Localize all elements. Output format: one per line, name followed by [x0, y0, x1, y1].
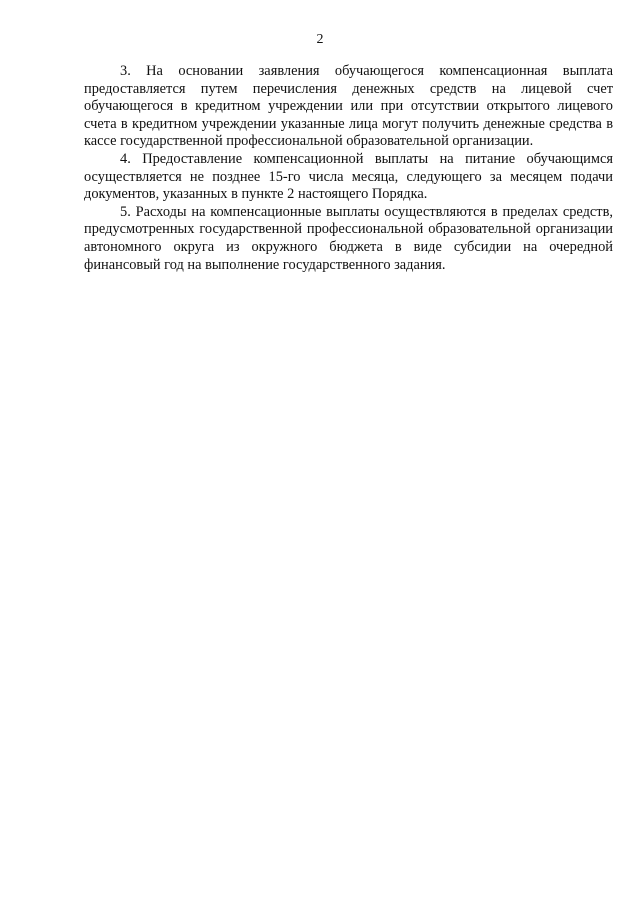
paragraph-3: 3. На основании заявления обучающегося компенсационная выплата предоставляется путем перечисления денежных средств на лицевой счет обучающегося в кредитном учреждении или при отсутствии открытого лицевого счета в кредитном учреждении указанные лица могут получить денежные средства в кассе государственной профессиональной образовательной организации.: [84, 63, 613, 150]
page-number: 2: [316, 32, 324, 47]
paragraph-4: 4. Предоставление компенсационной выплаты на питание обучающимся осуществляется не позднее 15-го числа месяца, следующего за месяцем подачи документов, указанных в пункте 2 настоящего Порядка.: [84, 150, 613, 203]
paragraph-5: 5. Расходы на компенсационные выплаты осуществляются в пределах средств, предусмотренных государственной профессиональной образовательной организации автономного округа из окружного бюджета в виде субсидии на очередной финансовый год на выполнение государственного задания.: [84, 203, 613, 273]
document-body: [84, 63, 613, 274]
